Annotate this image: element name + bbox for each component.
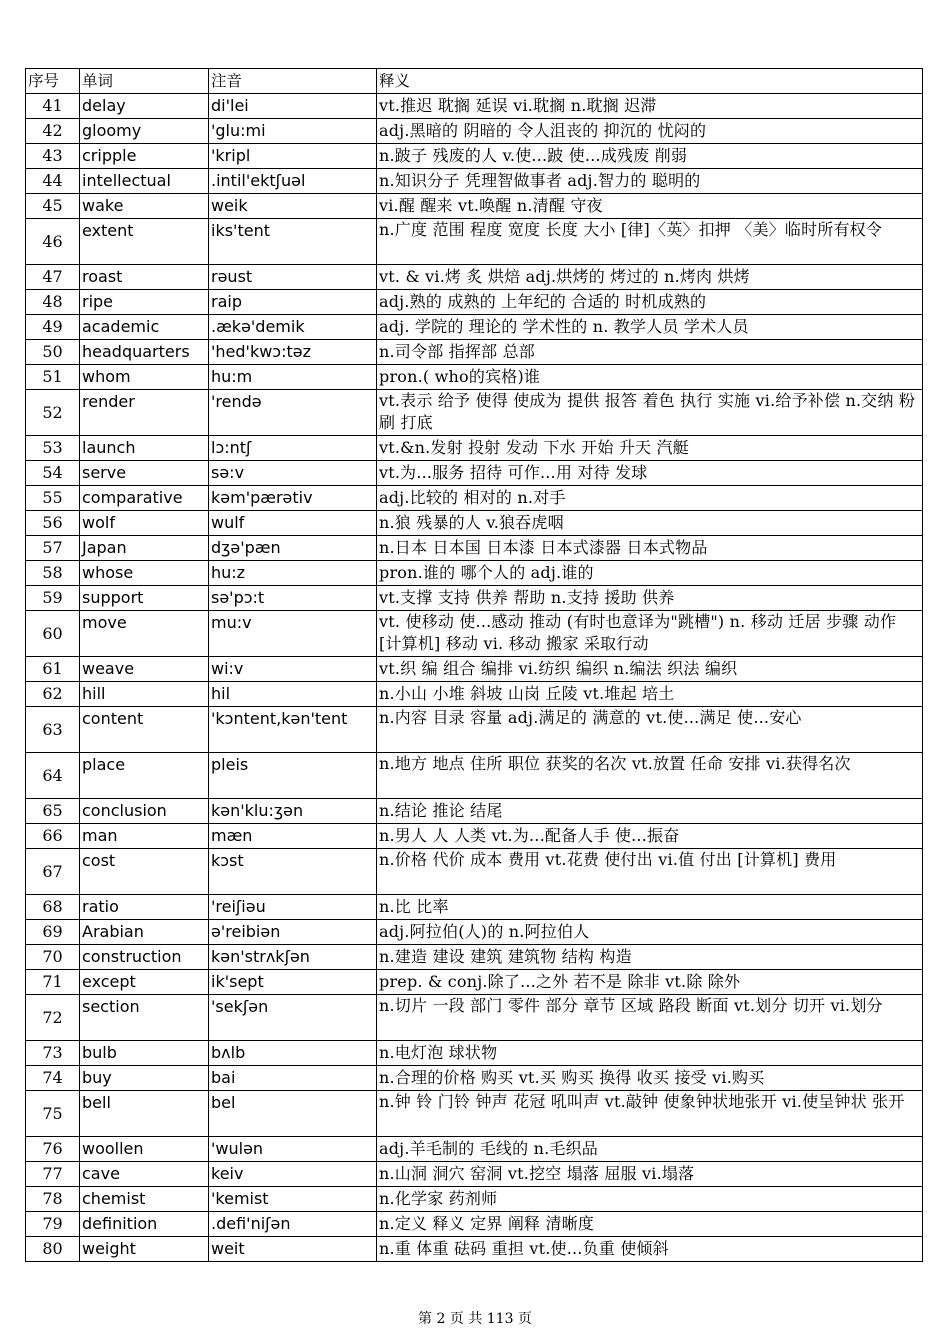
row-definition: n.司令部 指挥部 总部 — [377, 340, 923, 365]
row-pronunciation: di'lei — [209, 94, 377, 119]
header-word: 单词 — [80, 69, 209, 94]
row-definition: n.比 比率 — [377, 895, 923, 920]
page-footer: 第 2 页 共 113 页 — [418, 1311, 532, 1327]
vocabulary-table — [25, 68, 923, 1262]
table-row — [26, 511, 923, 536]
row-word: delay — [80, 94, 209, 119]
row-index: 58 — [26, 561, 80, 586]
row-pronunciation: keiv — [209, 1162, 377, 1187]
row-word: hill — [80, 682, 209, 707]
row-pronunciation: 'kɔntent,kən'tent — [209, 707, 377, 753]
table-row — [26, 94, 923, 119]
row-word: chemist — [80, 1187, 209, 1212]
row-word: place — [80, 753, 209, 799]
row-index: 80 — [26, 1237, 80, 1262]
row-word: serve — [80, 461, 209, 486]
row-index: 69 — [26, 920, 80, 945]
row-word: man — [80, 824, 209, 849]
table-row — [26, 945, 923, 970]
row-definition: vt. 使移动 使...感动 推动 (有时也意译为"跳槽") n. 移动 迁居 步骤 动作 [计算机] 移动 vi. 移动 搬家 采取行动 — [377, 611, 923, 657]
row-word: weight — [80, 1237, 209, 1262]
row-definition: n.建造 建设 建筑 建筑物 结构 构造 — [377, 945, 923, 970]
row-pronunciation: 'wulən — [209, 1137, 377, 1162]
table-row — [26, 849, 923, 895]
row-index: 54 — [26, 461, 80, 486]
table-row — [26, 1066, 923, 1091]
row-pronunciation: mu:v — [209, 611, 377, 657]
row-definition: n.切片 一段 部门 零件 部分 章节 区域 路段 断面 vt.划分 切开 vi.划分 — [377, 995, 923, 1041]
row-word: Arabian — [80, 920, 209, 945]
row-pronunciation: 'rendə — [209, 390, 377, 436]
row-index: 65 — [26, 799, 80, 824]
row-pronunciation: wulf — [209, 511, 377, 536]
row-index: 67 — [26, 849, 80, 895]
row-word: support — [80, 586, 209, 611]
row-pronunciation: hu:m — [209, 365, 377, 390]
row-pronunciation: raip — [209, 290, 377, 315]
row-word: woollen — [80, 1137, 209, 1162]
row-word: move — [80, 611, 209, 657]
row-word: Japan — [80, 536, 209, 561]
row-index: 60 — [26, 611, 80, 657]
row-word: intellectual — [80, 169, 209, 194]
row-index: 75 — [26, 1091, 80, 1137]
row-index: 56 — [26, 511, 80, 536]
row-definition: n.广度 范围 程度 宽度 长度 大小 [律]〈英〉扣押 〈美〉临时所有权令 — [377, 219, 923, 265]
table-row — [26, 586, 923, 611]
row-index: 77 — [26, 1162, 80, 1187]
row-word: gloomy — [80, 119, 209, 144]
row-word: comparative — [80, 486, 209, 511]
table-row — [26, 824, 923, 849]
row-pronunciation: 'sekʃən — [209, 995, 377, 1041]
row-definition: vt.为...服务 招待 可作...用 对待 发球 — [377, 461, 923, 486]
row-index: 52 — [26, 390, 80, 436]
row-pronunciation: pleis — [209, 753, 377, 799]
table-row — [26, 194, 923, 219]
table-row — [26, 486, 923, 511]
table-row — [26, 290, 923, 315]
row-definition: adj.黑暗的 阴暗的 令人沮丧的 抑沉的 忧闷的 — [377, 119, 923, 144]
row-pronunciation: kəm'pærətiv — [209, 486, 377, 511]
row-pronunciation: bai — [209, 1066, 377, 1091]
row-word: bulb — [80, 1041, 209, 1066]
row-definition: adj.阿拉伯(人)的 n.阿拉伯人 — [377, 920, 923, 945]
row-definition: n.结论 推论 结尾 — [377, 799, 923, 824]
row-word: except — [80, 970, 209, 995]
row-pronunciation: 'reiʃiəu — [209, 895, 377, 920]
row-index: 55 — [26, 486, 80, 511]
row-pronunciation: sə:v — [209, 461, 377, 486]
row-word: content — [80, 707, 209, 753]
row-word: launch — [80, 436, 209, 461]
row-word: roast — [80, 265, 209, 290]
row-pronunciation: sə'pɔ:t — [209, 586, 377, 611]
row-pronunciation: weik — [209, 194, 377, 219]
row-definition: n.狼 残暴的人 v.狼吞虎咽 — [377, 511, 923, 536]
row-word: wake — [80, 194, 209, 219]
row-definition: n.钟 铃 门铃 钟声 花冠 吼叫声 vt.敲钟 使象钟状地张开 vi.使呈钟状 张开 — [377, 1091, 923, 1137]
table-row — [26, 707, 923, 753]
row-pronunciation: weit — [209, 1237, 377, 1262]
row-word: cripple — [80, 144, 209, 169]
row-pronunciation: wi:v — [209, 657, 377, 682]
row-pronunciation: bel — [209, 1091, 377, 1137]
row-index: 78 — [26, 1187, 80, 1212]
table-row — [26, 119, 923, 144]
row-definition: adj.熟的 成熟的 上年纪的 合适的 时机成熟的 — [377, 290, 923, 315]
row-definition: n.定义 释义 定界 阐释 清晰度 — [377, 1212, 923, 1237]
row-pronunciation: .ækə'demik — [209, 315, 377, 340]
row-index: 62 — [26, 682, 80, 707]
row-index: 72 — [26, 995, 80, 1041]
row-index: 42 — [26, 119, 80, 144]
row-pronunciation: kən'strʌkʃən — [209, 945, 377, 970]
row-definition: n.化学家 药剂师 — [377, 1187, 923, 1212]
row-pronunciation: 'kemist — [209, 1187, 377, 1212]
table-row — [26, 340, 923, 365]
row-definition: n.内容 目录 容量 adj.满足的 满意的 vt.使...满足 使...安心 — [377, 707, 923, 753]
row-index: 74 — [26, 1066, 80, 1091]
row-word: academic — [80, 315, 209, 340]
row-definition: adj. 学院的 理论的 学术性的 n. 教学人员 学术人员 — [377, 315, 923, 340]
row-index: 49 — [26, 315, 80, 340]
row-word: buy — [80, 1066, 209, 1091]
row-definition: adj.羊毛制的 毛线的 n.毛织品 — [377, 1137, 923, 1162]
row-pronunciation: mæn — [209, 824, 377, 849]
row-pronunciation: kɔst — [209, 849, 377, 895]
row-index: 44 — [26, 169, 80, 194]
table-row — [26, 682, 923, 707]
table-row — [26, 920, 923, 945]
row-word: construction — [80, 945, 209, 970]
table-row — [26, 219, 923, 265]
row-index: 79 — [26, 1212, 80, 1237]
table-row — [26, 1212, 923, 1237]
row-word: whom — [80, 365, 209, 390]
header-definition: 释义 — [377, 69, 923, 94]
row-index: 57 — [26, 536, 80, 561]
row-pronunciation: 'hed'kwɔ:təz — [209, 340, 377, 365]
row-index: 64 — [26, 753, 80, 799]
row-definition: vt.&n.发射 投射 发动 下水 开始 升天 汽艇 — [377, 436, 923, 461]
row-word: definition — [80, 1212, 209, 1237]
row-definition: n.山洞 洞穴 窑洞 vt.挖空 塌落 屈服 vi.塌落 — [377, 1162, 923, 1187]
table-row — [26, 365, 923, 390]
table-row — [26, 265, 923, 290]
row-pronunciation: rəust — [209, 265, 377, 290]
row-word: ratio — [80, 895, 209, 920]
row-pronunciation: lɔ:ntʃ — [209, 436, 377, 461]
row-index: 61 — [26, 657, 80, 682]
row-word: weave — [80, 657, 209, 682]
row-pronunciation: 'kripl — [209, 144, 377, 169]
row-definition: n.男人 人 人类 vt.为...配备人手 使...振奋 — [377, 824, 923, 849]
row-word: cave — [80, 1162, 209, 1187]
header-pronunciation: 注音 — [209, 69, 377, 94]
row-definition: n.地方 地点 住所 职位 获奖的名次 vt.放置 任命 安排 vi.获得名次 — [377, 753, 923, 799]
row-index: 59 — [26, 586, 80, 611]
row-word: extent — [80, 219, 209, 265]
table-row — [26, 536, 923, 561]
table-row — [26, 1137, 923, 1162]
row-index: 76 — [26, 1137, 80, 1162]
row-word: wolf — [80, 511, 209, 536]
row-word: headquarters — [80, 340, 209, 365]
row-pronunciation: hu:z — [209, 561, 377, 586]
row-index: 50 — [26, 340, 80, 365]
row-index: 51 — [26, 365, 80, 390]
row-word: section — [80, 995, 209, 1041]
row-index: 63 — [26, 707, 80, 753]
row-definition: n.重 体重 砝码 重担 vt.使...负重 使倾斜 — [377, 1237, 923, 1262]
row-pronunciation: bʌlb — [209, 1041, 377, 1066]
table-row — [26, 753, 923, 799]
row-definition: pron.( who的宾格)谁 — [377, 365, 923, 390]
row-pronunciation: .defi'niʃən — [209, 1212, 377, 1237]
row-word: render — [80, 390, 209, 436]
row-index: 66 — [26, 824, 80, 849]
row-pronunciation: iks'tent — [209, 219, 377, 265]
table-row — [26, 561, 923, 586]
table-header-row — [26, 69, 923, 94]
row-definition: vt. & vi.烤 炙 烘焙 adj.烘烤的 烤过的 n.烤肉 烘烤 — [377, 265, 923, 290]
row-pronunciation: ik'sept — [209, 970, 377, 995]
row-index: 41 — [26, 94, 80, 119]
row-definition: n.价格 代价 成本 费用 vt.花费 使付出 vi.值 付出 [计算机] 费用 — [377, 849, 923, 895]
row-definition: pron.谁的 哪个人的 adj.谁的 — [377, 561, 923, 586]
row-index: 48 — [26, 290, 80, 315]
row-definition: vt.表示 给予 使得 使成为 提供 报答 着色 执行 实施 vi.给予补偿 n.交纳 粉刷 打底 — [377, 390, 923, 436]
table-row — [26, 611, 923, 657]
table-row — [26, 799, 923, 824]
row-definition: n.电灯泡 球状物 — [377, 1041, 923, 1066]
row-pronunciation: 'glu:mi — [209, 119, 377, 144]
row-definition: vt.推迟 耽搁 延误 vi.耽搁 n.耽搁 迟滞 — [377, 94, 923, 119]
table-row — [26, 970, 923, 995]
row-word: ripe — [80, 290, 209, 315]
table-row — [26, 1237, 923, 1262]
table-row — [26, 390, 923, 436]
row-index: 70 — [26, 945, 80, 970]
row-word: whose — [80, 561, 209, 586]
row-index: 47 — [26, 265, 80, 290]
row-definition: n.知识分子 凭理智做事者 adj.智力的 聪明的 — [377, 169, 923, 194]
row-word: conclusion — [80, 799, 209, 824]
row-index: 45 — [26, 194, 80, 219]
row-definition: adj.比较的 相对的 n.对手 — [377, 486, 923, 511]
row-definition: vt.织 编 组合 编排 vi.纺织 编织 n.编法 织法 编织 — [377, 657, 923, 682]
row-definition: vi.醒 醒来 vt.唤醒 n.清醒 守夜 — [377, 194, 923, 219]
row-pronunciation: kən'klu:ʒən — [209, 799, 377, 824]
table-row — [26, 895, 923, 920]
table-body — [26, 94, 923, 1262]
row-index: 43 — [26, 144, 80, 169]
row-pronunciation: hil — [209, 682, 377, 707]
table-row — [26, 1091, 923, 1137]
row-pronunciation: .intil'ektʃuəl — [209, 169, 377, 194]
table-row — [26, 1187, 923, 1212]
table-row — [26, 657, 923, 682]
table-row — [26, 169, 923, 194]
table-row — [26, 1041, 923, 1066]
row-index: 46 — [26, 219, 80, 265]
table-row — [26, 436, 923, 461]
row-definition: vt.支撑 支持 供养 帮助 n.支持 援助 供养 — [377, 586, 923, 611]
table-row — [26, 995, 923, 1041]
row-pronunciation: ə'reibiən — [209, 920, 377, 945]
row-index: 68 — [26, 895, 80, 920]
row-pronunciation: dʒə'pæn — [209, 536, 377, 561]
row-definition: n.跛子 残废的人 v.使...跛 使...成残废 削弱 — [377, 144, 923, 169]
row-word: cost — [80, 849, 209, 895]
table-row — [26, 315, 923, 340]
row-definition: prep. & conj.除了...之外 若不是 除非 vt.除 除外 — [377, 970, 923, 995]
row-word: bell — [80, 1091, 209, 1137]
table-row — [26, 461, 923, 486]
row-index: 71 — [26, 970, 80, 995]
table-row — [26, 1162, 923, 1187]
row-definition: n.日本 日本国 日本漆 日本式漆器 日本式物品 — [377, 536, 923, 561]
header-index: 序号 — [26, 69, 80, 94]
row-index: 73 — [26, 1041, 80, 1066]
row-definition: n.小山 小堆 斜坡 山岗 丘陵 vt.堆起 培土 — [377, 682, 923, 707]
row-index: 53 — [26, 436, 80, 461]
table-row — [26, 144, 923, 169]
row-definition: n.合理的价格 购买 vt.买 购买 换得 收买 接受 vi.购买 — [377, 1066, 923, 1091]
